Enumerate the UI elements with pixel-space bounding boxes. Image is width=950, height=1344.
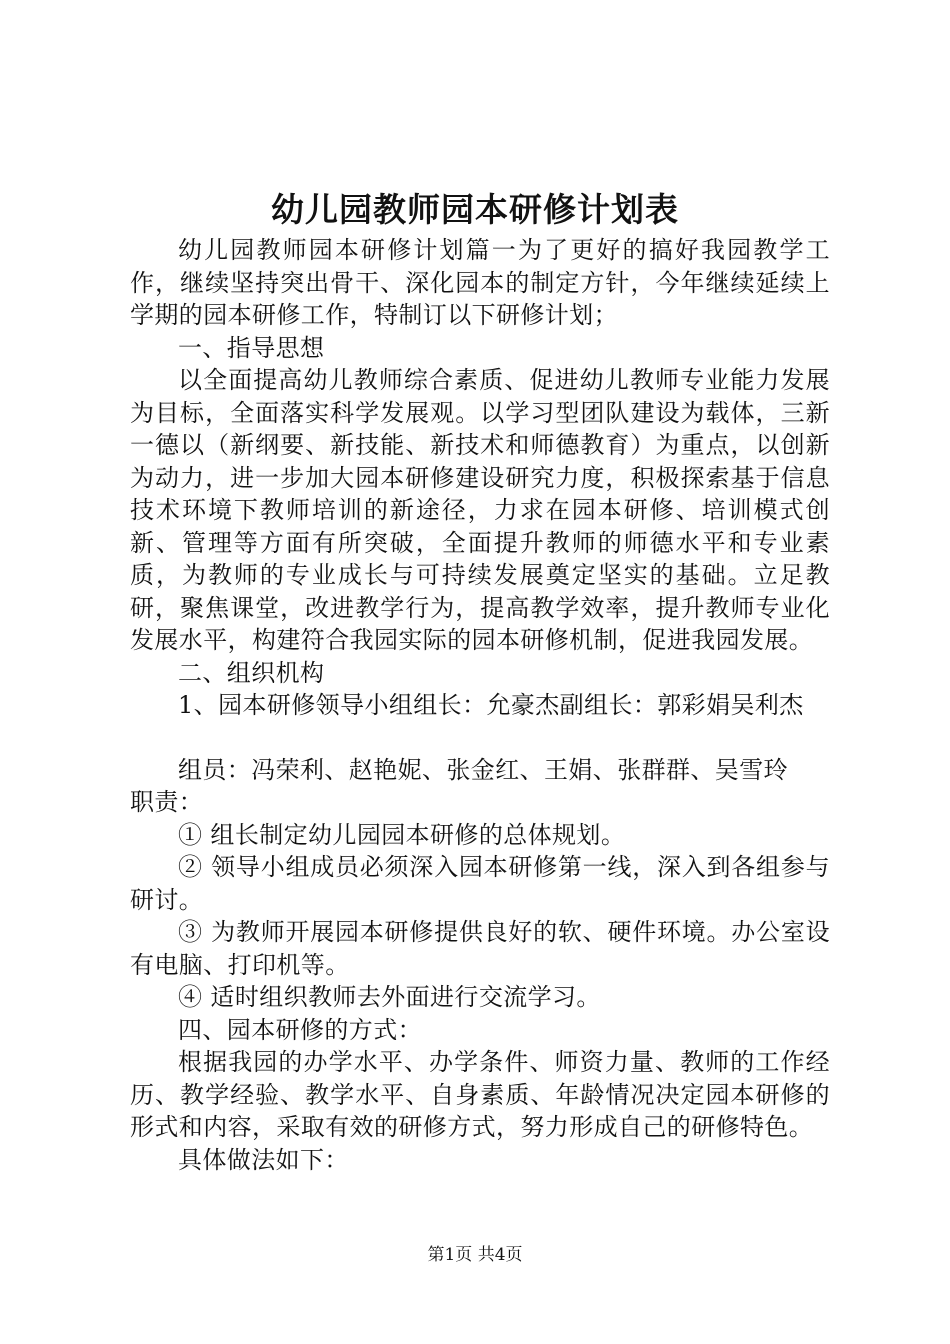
duty-item-3: ③ 为教师开展园本研修提供良好的软、硬件环境。办公室设有电脑、打印机等。 — [130, 918, 830, 979]
specific-practices-line: 具体做法如下： — [178, 1145, 349, 1174]
leadership-group-line: 1、园本研修领导小组组长：允豪杰副组长：郭彩娟吴利杰 — [178, 691, 804, 719]
document-title: 幼儿园教师园本研修计划表 — [271, 190, 679, 229]
methods-paragraph: 根据我园的办学水平、办学条件、师资力量、教师的工作经历、教学经验、教学水平、自身素质、年龄情况决定园本研修的形式和内容，采取有效的研修方式，努力形成自己的研修特色。 — [130, 1048, 830, 1141]
section-heading-guiding-thought: 一、指导思想 — [178, 333, 325, 362]
duty-item-1: ① 组长制定幼儿园园本研修的总体规划。 — [178, 820, 626, 849]
section-heading-organization: 二、组织机构 — [178, 658, 325, 687]
duty-item-4: ④ 适时组织教师去外面进行交流学习。 — [178, 983, 601, 1011]
duty-item-2: ② 领导小组成员必须深入园本研修第一线，深入到各组参与研讨。 — [130, 853, 830, 914]
section-heading-methods: 四、园本研修的方式： — [178, 1015, 422, 1044]
guiding-thought-paragraph: 以全面提高幼儿教师综合素质、促进幼儿教师专业能力发展为目标，全面落实科学发展观。以学习型团队建设为载体，三新一德以（新纲要、新技能、新技术和师德教育）为重点，以创新为动力，进一步加大园本研修建设研究力度，积极探索基于信息技术环境下教师培训的新途径，力求在园本研修、培训模式创新、管理等方面有所突破，全面提升教师的师德水平和专业素质，为教师的专业成长与可持续发展奠定坚实的基础。立足教研，聚焦课堂，改进教学行为，提高教学效率，提升教师专业化发展水平，构建符合我园实际的园本研修机制，促进我园发展。 — [130, 366, 830, 654]
members-line: 组员：冯荣利、赵艳妮、张金红、王娟、张群群、吴雪玲 — [178, 755, 788, 784]
page-footer: 第1页 共4页 — [427, 1245, 523, 1265]
document-body — [130, 234, 830, 1176]
duties-label: 职责： — [130, 788, 204, 816]
intro-paragraph: 幼儿园教师园本研修计划篇一为了更好的搞好我园教学工作，继续坚持突出骨干、深化园本的制定方针，今年继续延续上学期的园本研修工作，特制订以下研修计划； — [130, 236, 830, 329]
